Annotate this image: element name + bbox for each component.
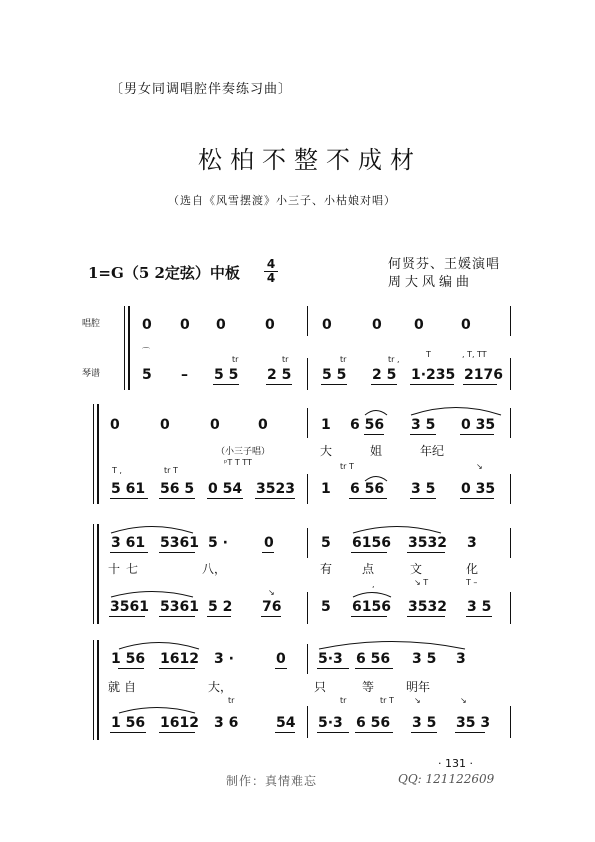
note: 1 56 — [111, 651, 146, 667]
note: 1 — [321, 481, 331, 497]
ornament-mark: tr T — [380, 696, 394, 705]
eighth-underline — [355, 668, 393, 669]
eighth-underline — [261, 616, 281, 617]
ornament-mark: ↘ — [268, 588, 275, 597]
singer-cue: （小三子唱） — [216, 447, 271, 457]
eighth-underline — [460, 498, 494, 499]
lyric: 文 — [410, 562, 423, 576]
note: 5361 — [160, 535, 199, 551]
note: 5·3 — [318, 651, 343, 667]
barline — [307, 528, 308, 558]
eighth-underline — [466, 616, 492, 617]
note: 3 5 — [411, 481, 436, 497]
slur-mark — [110, 588, 194, 598]
qq-contact: QQ: 121122609 — [398, 772, 495, 786]
key-signature: 1=G（5 2定弦）中板 — [88, 264, 240, 282]
song-subtitle: （选自《风雪摆渡》小三子、小枯娘对唱） — [168, 194, 396, 207]
note: 0 — [210, 417, 220, 433]
eighth-underline — [159, 668, 195, 669]
note: 35 3 — [456, 715, 491, 731]
note: 3 5 — [412, 651, 437, 667]
note: 5 — [321, 535, 331, 551]
note: 0 — [180, 317, 190, 333]
system-bracket-bold — [97, 640, 99, 740]
note: 0 — [276, 651, 286, 667]
system-bracket-bold — [128, 306, 130, 390]
note: 1 — [321, 417, 331, 433]
ornament-mark: ᵖT T TT — [224, 458, 252, 467]
eighth-underline — [364, 434, 384, 435]
ornament-mark: tr T — [340, 462, 354, 471]
note: 6 56 — [350, 417, 385, 433]
time-signature-top: 4 — [266, 257, 276, 271]
eighth-underline — [118, 668, 144, 669]
ornament-mark: tr — [232, 355, 239, 364]
lyric: 大， — [208, 680, 233, 694]
ornament-mark: ↘ T — [414, 578, 429, 587]
barline — [307, 408, 308, 438]
note: – — [181, 367, 188, 383]
performer-credit: 何贤芬、王媛演唱 — [388, 257, 501, 272]
note: 0 — [160, 417, 170, 433]
note: 3 5 — [467, 599, 492, 615]
eighth-underline — [262, 552, 274, 553]
slur-mark — [318, 638, 466, 650]
ornament-mark: , — [372, 580, 375, 589]
note: 3523 — [256, 481, 295, 497]
eighth-underline — [213, 384, 239, 385]
note: 5 · — [208, 535, 228, 551]
eighth-underline — [110, 732, 146, 733]
song-title: 松柏不整不成材 — [198, 146, 422, 174]
eighth-underline — [275, 732, 295, 733]
lyric: 八， — [202, 562, 227, 576]
lyric: 大 — [320, 444, 333, 458]
barline — [510, 408, 511, 438]
barline — [510, 706, 511, 738]
lyric: 等 — [362, 680, 375, 694]
lyric: 化 — [466, 562, 479, 576]
note: 0 — [372, 317, 382, 333]
note: 3532 — [408, 599, 447, 615]
eighth-underline — [159, 498, 195, 499]
ornament-mark: , T, TT — [462, 350, 487, 359]
note: 6156 — [352, 535, 391, 551]
eighth-underline — [407, 616, 445, 617]
ornament-mark: T , — [112, 466, 122, 475]
barline — [307, 474, 308, 504]
eighth-underline — [455, 732, 485, 733]
eighth-underline — [207, 498, 243, 499]
system-bracket-line — [93, 404, 94, 504]
note: 6 56 — [356, 715, 391, 731]
eighth-underline — [410, 384, 454, 385]
system-bracket-line — [93, 524, 94, 624]
note: 0 — [216, 317, 226, 333]
lyric: 年纪 — [420, 444, 445, 458]
fermata-mark: ⌒ — [142, 347, 150, 356]
lyric: 有 — [320, 562, 333, 576]
note: 0 54 — [208, 481, 243, 497]
note: 5 — [142, 367, 152, 383]
barline — [510, 592, 511, 624]
note: 0 — [414, 317, 424, 333]
eighth-underline — [110, 498, 148, 499]
slur-mark — [118, 704, 196, 714]
eighth-underline — [317, 668, 349, 669]
time-signature-bottom: 4 — [266, 271, 276, 285]
accomp-part-label: 琴谱 — [82, 369, 101, 379]
eighth-underline — [349, 498, 387, 499]
eighth-underline — [410, 434, 436, 435]
eighth-underline — [407, 552, 445, 553]
eighth-underline — [266, 384, 292, 385]
lyric: 就自 — [108, 680, 141, 694]
eighth-underline — [351, 616, 387, 617]
lyric: 姐 — [370, 444, 383, 458]
note: 5 5 — [214, 367, 239, 383]
ornament-mark: tr — [340, 355, 347, 364]
slur-mark — [364, 406, 388, 416]
note: 1612 — [160, 715, 199, 731]
note: 1·235 — [411, 367, 456, 383]
eighth-underline — [317, 732, 349, 733]
ornament-mark: tr , — [388, 355, 400, 364]
eighth-underline — [463, 384, 497, 385]
lyric: 只 — [314, 680, 327, 694]
note: 3 5 — [412, 715, 437, 731]
note: 6156 — [352, 599, 391, 615]
note: 5 — [321, 599, 331, 615]
eighth-underline — [207, 616, 231, 617]
slur-mark — [352, 588, 392, 598]
note: 5361 — [160, 599, 199, 615]
note: 1 56 — [111, 715, 146, 731]
slur-mark — [118, 638, 200, 650]
eighth-underline — [410, 498, 436, 499]
ornament-mark: tr — [282, 355, 289, 364]
note: 3 61 — [111, 535, 146, 551]
eighth-underline — [351, 552, 387, 553]
ornament-mark: ↘ — [476, 462, 483, 471]
note: 3 6 — [214, 715, 239, 731]
note: 3 — [467, 535, 477, 551]
note: 0 — [265, 317, 275, 333]
ornament-mark: ↘ — [460, 696, 467, 705]
note: 5 61 — [111, 481, 146, 497]
barline — [307, 644, 308, 674]
eighth-underline — [109, 616, 145, 617]
note: 2 5 — [267, 367, 292, 383]
slur-mark — [410, 402, 502, 416]
page-number: · 131 · — [438, 757, 473, 770]
note: 0 — [142, 317, 152, 333]
eighth-underline — [460, 434, 494, 435]
ornament-mark: T – — [466, 578, 478, 587]
note: 0 — [258, 417, 268, 433]
system-bracket-bold — [97, 404, 99, 504]
ornament-mark: tr — [340, 696, 347, 705]
system-bracket-line — [124, 306, 125, 390]
note: 6 56 — [350, 481, 385, 497]
barline — [510, 474, 511, 504]
note: 56 5 — [160, 481, 195, 497]
note: 5·3 — [318, 715, 343, 731]
note: 1612 — [160, 651, 199, 667]
note: 0 35 — [461, 481, 496, 497]
vocal-part-label: 唱腔 — [82, 319, 101, 329]
note: 6 56 — [356, 651, 391, 667]
note: 54 — [276, 715, 296, 731]
barline — [307, 706, 308, 738]
eighth-underline — [255, 498, 295, 499]
note: 3561 — [110, 599, 149, 615]
note: 3 — [456, 651, 466, 667]
note: 0 — [264, 535, 274, 551]
note: 3532 — [408, 535, 447, 551]
barline — [510, 306, 511, 336]
note: 2 5 — [372, 367, 397, 383]
note: 0 — [110, 417, 120, 433]
eighth-underline — [275, 668, 287, 669]
ornament-mark: ↘ — [414, 696, 421, 705]
time-signature — [264, 258, 278, 285]
lyric: 十七 — [108, 562, 145, 576]
maker-credit: 制作：真情难忘 — [226, 774, 318, 788]
ornament-mark: tr — [228, 696, 235, 705]
lyric: 明年 — [406, 680, 431, 694]
system-bracket-bold — [97, 524, 99, 624]
eighth-underline — [110, 552, 148, 553]
note: 0 35 — [461, 417, 496, 433]
note: 76 — [262, 599, 282, 615]
eighth-underline — [159, 552, 195, 553]
note: 3 5 — [411, 417, 436, 433]
ornament-mark: tr T — [164, 466, 178, 475]
note: 3 · — [214, 651, 234, 667]
note: 0 — [461, 317, 471, 333]
note: 2176 — [464, 367, 503, 383]
system-bracket-line — [93, 640, 94, 740]
eighth-underline — [159, 732, 195, 733]
eighth-underline — [321, 384, 347, 385]
slur-mark — [110, 522, 194, 534]
note: 5 2 — [208, 599, 233, 615]
barline — [307, 592, 308, 624]
barline — [510, 358, 511, 390]
lyric: 点 — [362, 562, 375, 576]
eighth-underline — [411, 732, 437, 733]
arranger-credit: 周大风编曲 — [388, 275, 474, 290]
eighth-underline — [159, 616, 195, 617]
series-title: 〔男女同调唱腔伴奏练习曲〕 — [110, 82, 293, 97]
slur-mark — [352, 522, 442, 534]
barline — [510, 528, 511, 558]
note: 0 — [322, 317, 332, 333]
slur-mark — [364, 472, 388, 482]
eighth-underline — [371, 384, 397, 385]
eighth-underline — [355, 732, 393, 733]
barline — [307, 306, 308, 336]
barline — [307, 358, 308, 390]
note: 5 5 — [322, 367, 347, 383]
ornament-mark: T — [426, 350, 431, 359]
